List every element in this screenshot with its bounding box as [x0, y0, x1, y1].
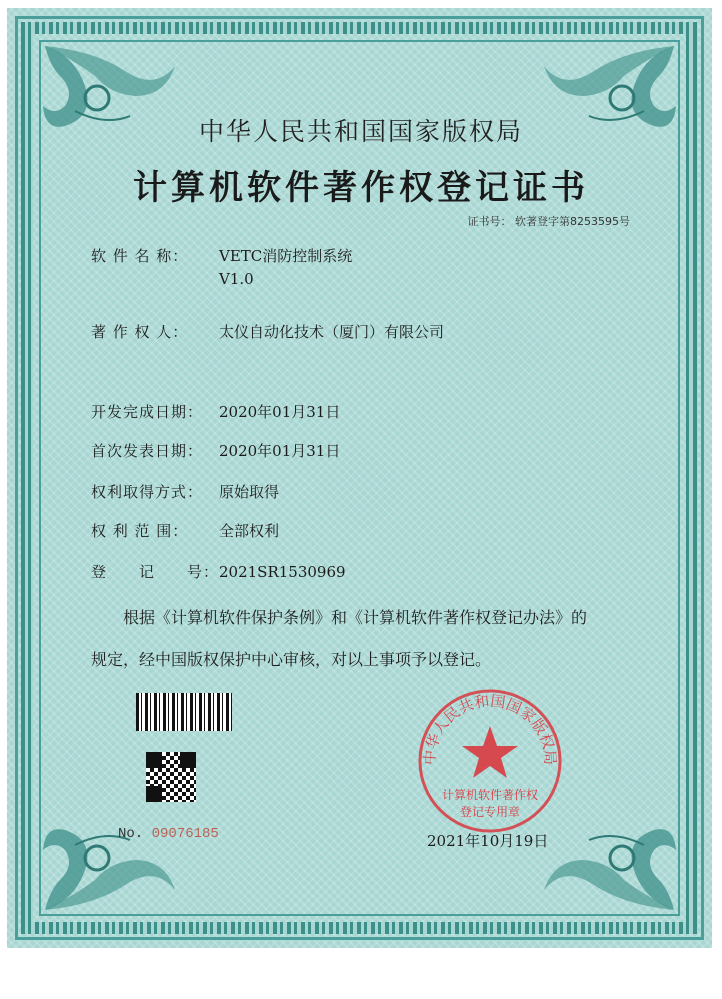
field-copyright-owner	[91, 321, 444, 342]
serial-prefix: No.	[118, 826, 144, 842]
field-label: 权 利 范 围：	[91, 522, 189, 540]
barcode	[136, 693, 232, 731]
field-publication-date	[91, 440, 340, 461]
field-value: 太仪自动化技术（厦门）有限公司	[219, 323, 445, 341]
qr-code	[146, 752, 196, 802]
seal-line-2: 登记专用章	[459, 805, 520, 819]
field-registration-number	[91, 561, 346, 582]
field-rights-scope	[91, 520, 279, 541]
field-label: 开发完成日期：	[91, 403, 204, 421]
field-value: 2021SR1530969	[219, 563, 346, 581]
field-development-date	[91, 401, 340, 422]
serial-number	[118, 826, 219, 842]
certificate	[7, 8, 712, 948]
field-label: 软 件 名 称：	[91, 247, 189, 265]
field-value: 原始取得	[219, 483, 280, 501]
field-value-version: V1.0	[219, 270, 254, 288]
certificate-title: 计算机软件著作权登记证书	[133, 168, 589, 208]
field-value: 2020年01月31日	[219, 442, 341, 460]
issuer-name: 中华人民共和国国家版权局	[198, 117, 523, 146]
seal-line-1: 计算机软件著作权	[441, 788, 538, 802]
statement-line-2: 规定，经中国版权保护中心审核，对以上事项予以登记。	[91, 650, 492, 669]
field-software-name	[91, 245, 352, 288]
seal-outer-text: 中华人民共和国国家版权局	[420, 691, 560, 766]
issue-date: 2021年10月19日	[427, 832, 549, 850]
official-seal	[415, 686, 565, 836]
statement-line-1: 根据《计算机软件保护条例》和《计算机软件著作权登记办法》的	[123, 608, 588, 627]
seal-star-icon	[462, 726, 518, 778]
field-value: 全部权利	[219, 522, 280, 540]
certificate-number: 证书号： 软著登字第8253595号	[467, 215, 630, 228]
field-acquisition-method	[91, 481, 279, 502]
field-label: 登 记 号：	[91, 563, 220, 581]
field-label: 著 作 权 人：	[91, 323, 189, 341]
serial-digits: 09076185	[151, 826, 219, 842]
field-label: 权利取得方式：	[91, 483, 204, 501]
field-label: 首次发表日期：	[91, 442, 204, 460]
field-value: 2020年01月31日	[219, 403, 341, 421]
field-value: VETC消防控制系统	[219, 247, 353, 265]
